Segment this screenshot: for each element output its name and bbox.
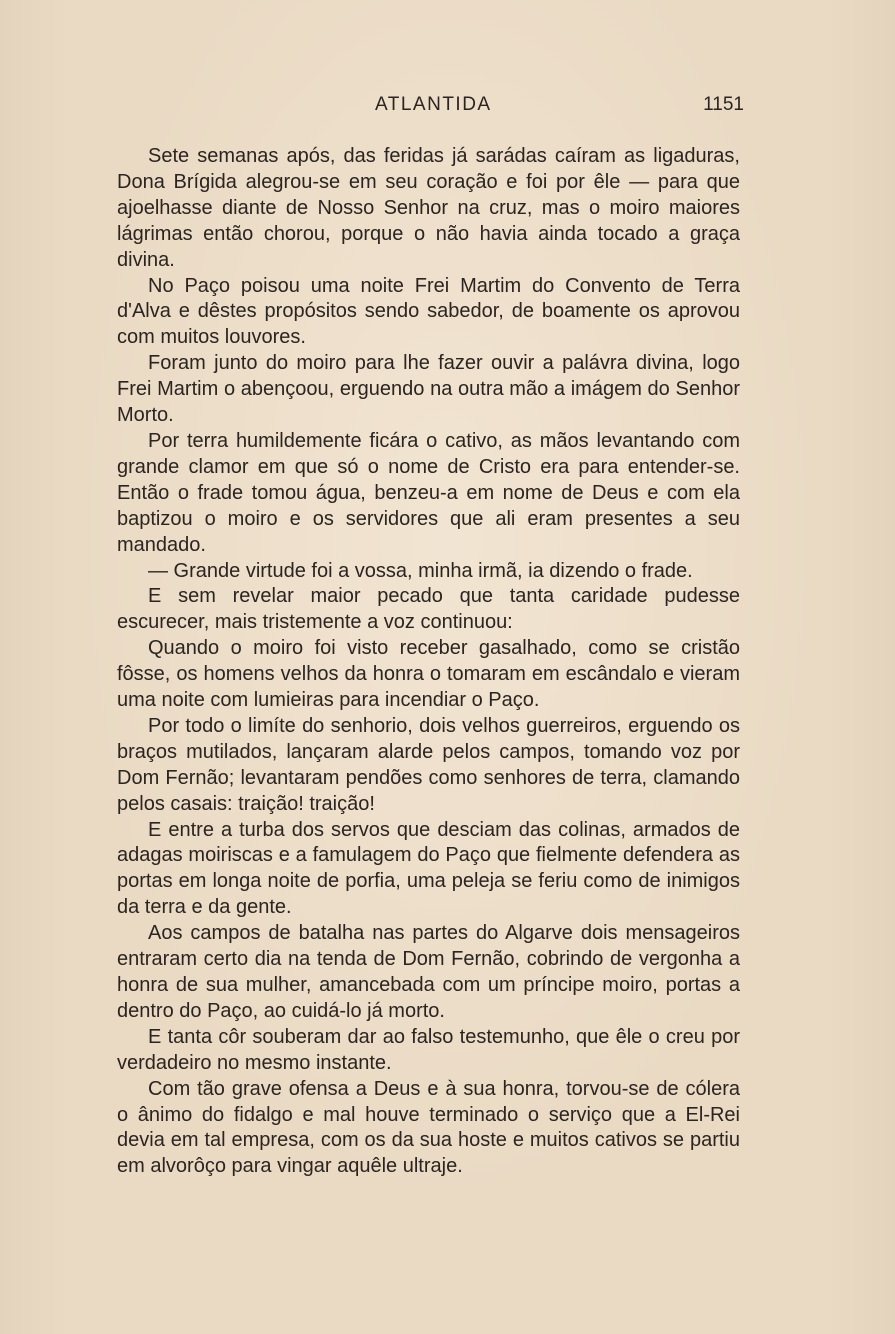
paragraph: Com tão grave ofensa a Deus e à sua honra, torvou-se de cólera o ânimo do fidalgo e mal houve terminado o serviço que a El-Rei devia em tal empresa, com os da sua hoste e muitos cativos se partiu em alvorôço para vingar aquêle ultraje. xyxy=(117,1077,740,1178)
page-number: 1151 xyxy=(703,94,744,115)
paragraph: Sete semanas após, das feridas já sarádas caíram as ligaduras, Dona Brígida alegrou-se em seu coração e foi por êle — para que ajoelhasse diante de Nosso Senhor na cruz, mas o moiro maiores lágrimas então chorou, porque o não havia ainda tocado a graça divina. xyxy=(117,145,740,271)
paragraph: Aos campos de batalha nas partes do Algarve dois mensageiros entraram certo dia na tenda de Dom Fernão, cobrindo de vergonha a honra de sua mulher, amancebada com um príncipe moiro, portas a dentro do Paço, ao cuidá-lo já morto. xyxy=(117,922,740,1022)
paragraph: Por todo o limíte do senhorio, dois velhos guerreiros, erguendo os braços mutilados, lançaram alarde pelos campos, tomando voz por Dom Fernão; levantaram pendões como senhores de terra, clamando pelos casais: traição! traição! xyxy=(117,714,740,815)
paragraph: — Grande virtude foi a vossa, minha irmã, ia dizendo o frade. xyxy=(148,559,693,582)
paragraph: Foram junto do moiro para lhe fazer ouvir a palávra divina, logo Frei Martim o abençoou, erguendo na outra mão a imágem do Senhor Morto. xyxy=(117,352,740,427)
running-title: ATLANTIDA xyxy=(375,94,492,115)
paragraph: Quando o moiro foi visto receber gasalhado, como se cristão fôsse, os homens velhos da honra o tomaram em escândalo e vieram uma noite com lumieiras para incendiar o Paço. xyxy=(117,637,740,712)
paragraph: Por terra humildemente ficára o cativo, as mãos levantando com grande clamor em que só o nome de Cristo era para entender-se. Então o frade tomou água, benzeu-a em nome de Deus e com ela baptizou o moiro e os servidores que ali eram presentes a seu mandado. xyxy=(117,429,740,556)
paragraph: No Paço poisou uma noite Frei Martim do Convento de Terra d'Alva e dêstes propósitos sendo sabedor, de boamente os aprovou com muitos louvores. xyxy=(117,274,740,349)
body-text xyxy=(117,144,740,1180)
paragraph: E sem revelar maior pecado que tanta caridade pudesse escurecer, mais tristemente a voz continuou: xyxy=(117,585,740,634)
paragraph: E entre a turba dos servos que desciam das colinas, armados de adagas moiriscas e a famulagem do Paço que fielmente defendera as portas em longa noite de porfia, uma peleja se feriu como de inimigos da terra e da gente. xyxy=(117,818,740,919)
paragraph: E tanta côr souberam dar ao falso testemunho, que êle o creu por verdadeiro no mesmo instante. xyxy=(117,1025,740,1074)
page-header xyxy=(117,94,744,124)
